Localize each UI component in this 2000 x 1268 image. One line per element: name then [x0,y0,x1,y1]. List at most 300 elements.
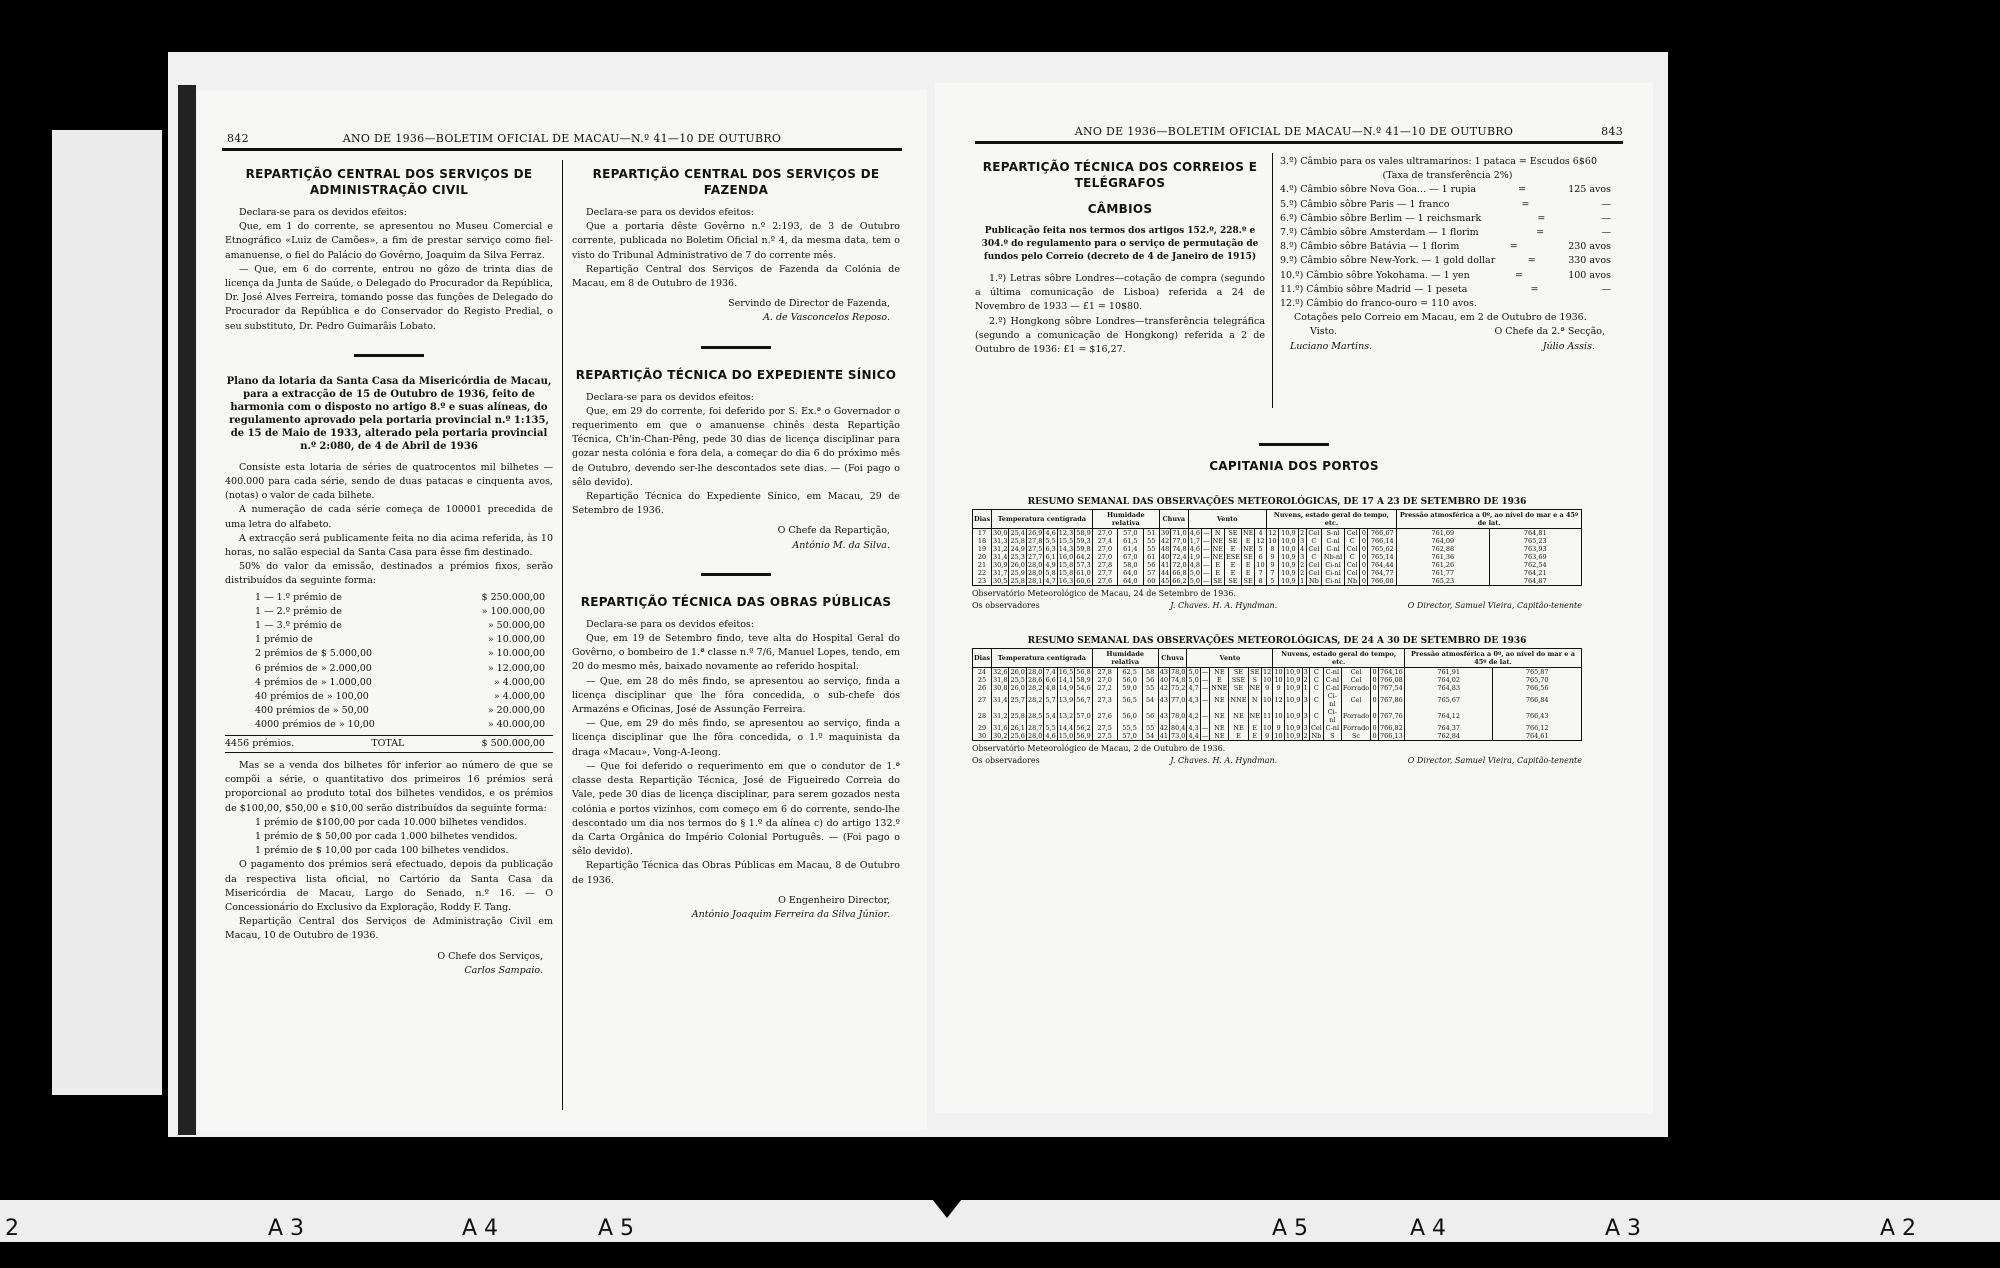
table-cell: NE [1248,708,1261,724]
table-cell: NE [1212,553,1223,561]
table-cell: 1,7 [1189,537,1201,545]
table-cell: 21 [973,561,992,569]
note: Publicação feita nos termos dos artigos 152.º, 228.º e 304.º do regulamento para o serviço de permutação de fundos pelo Correio (decreto de 4 de Janeiro de 1915) [981,226,1259,262]
table-cell: 9 [1261,732,1272,741]
table-cell: 41 [1160,561,1170,569]
table-cell: 27,2 [1092,684,1117,692]
table-cell: 25 [973,676,992,684]
table-cell: 0 [1372,724,1377,732]
paragraph: Que, em 19 de Setembro findo, teve alta do Hospital Geral do Govêrno, o bombeiro de 1.ª classe n.º 7/6, Manuel Lopes, tendo, em 20 do mesmo mês, baixado novamente ao referido hospital. [572,633,900,673]
weather-table [972,648,1582,741]
table-cell: 61,5 [1118,537,1143,545]
signature-name: Júlio Assis. [1542,340,1595,352]
table-cell: 765,23 [1489,537,1581,545]
table-cell: 56,8 [1076,668,1091,676]
prize-row [225,662,553,676]
prize-row [225,676,553,690]
rate-line: 12.º) Câmbio do franco-ouro = 110 avos. [1280,298,1477,310]
table-cell: NE [1210,668,1229,677]
table-cell: 28 [973,708,992,724]
table-cell: 7 [1255,569,1266,577]
table-header: Nuvens, estado geral do tempo, etc. [1273,649,1405,668]
table-cell: 40 [1160,553,1170,561]
rate-sign: = [1537,212,1546,224]
table-cell: 19 [973,545,992,553]
table-cell: 27,8 [1092,561,1117,569]
table-cell: 1,9 [1189,553,1201,561]
table-cell: 25,8 [1010,577,1025,585]
table-cell: — [1201,676,1209,684]
table-cell: 30,8 [992,684,1008,692]
table-cell: 29 [973,724,992,732]
table-cell: Cel [1344,561,1359,569]
prize-row [225,633,553,647]
table-cell: 766,82 [1379,724,1403,732]
table-cell: — [1203,577,1210,585]
intro-text: Declara-se para os devidos efeitos: [586,207,754,218]
table-cell: 763,93 [1489,545,1581,553]
table-cell: 4 [1300,545,1305,553]
prize-label: 4 prémios de » 1.000,00 [255,676,372,688]
table-cell: Cel [1306,569,1321,577]
table-cell: 15,8 [1058,569,1074,577]
table-cell: 10,9 [1285,668,1301,676]
table-cell: Forrado [1342,684,1370,692]
rate-value: — [1601,198,1611,210]
prize-label: 6 prémios de » 2.000,00 [255,662,372,674]
rate-note: (Taxa de transferência 2%) [1382,170,1513,182]
prize-value: » 10.000,00 [487,648,545,660]
table-cell: 4,2 [1187,708,1200,724]
table-cell: 60 [1143,577,1159,586]
table-cell: 72,4 [1172,553,1187,561]
signature-title: O Chefe da Repartição, [777,525,890,537]
paragraph: 50% do valor da emissão, destinados a prémios fixos, serão distribuídos da seguinte forma: [225,561,553,587]
table-cell: Sc [1341,732,1371,741]
table-cell: 766,43 [1493,708,1582,724]
table-cell: S [1248,676,1261,684]
paragraph: — Que foi deferido o requerimento em que o condutor de 1.ª classe desta Repartição Técnica, José de Figueiredo Correia do Vale, pede 30 dias de licença disciplinar, para serem gozados nesta colónia e portos vizinhos, com começo em 6 do corrente, sendo-lhe descontado um dia nos termos do § 1.º da alínea c) do artigo 132.º da Carta Orgânica do Império Colonial Português. — (Foi pago o sêlo devido). [572,760,900,858]
table-header: Pressão atmosférica a 0º, ao nível do mar e a 45º de lat. [1404,649,1581,668]
table-cell: Cel [1344,529,1359,538]
rate-row [1280,183,1615,197]
table-cell: NNE [1229,692,1248,708]
table-cell: C [1306,553,1321,561]
table-cell: 2 [1300,569,1305,577]
table-cell: Ci-nl [1322,569,1345,577]
table-row [973,529,1582,538]
ruler-label: A 3 [268,1216,305,1241]
paragraph: Repartição Central dos Serviços de Administração Civil em Macau, 10 de Outubro de 1936. [225,916,553,942]
prize-value: » 50.000,00 [487,620,545,632]
table-cell: 6,1 [1045,553,1056,561]
table-cell: Nb-nl [1322,553,1345,561]
prize-label: 1 — 2.º prémio de [255,605,342,617]
table-cell: 25,3 [1010,553,1025,561]
table-cell: 31,7 [992,569,1008,577]
table-cell: 43 [1158,692,1169,708]
table-row [973,692,1582,708]
rate-row [1280,226,1615,240]
table-cell: 42 [1159,724,1168,732]
separator [1259,443,1329,446]
table-cell: 0 [1372,668,1377,676]
table-cell: SE [1229,684,1248,692]
table-cell: 766,13 [1379,732,1403,740]
prize-total [225,735,553,753]
table-cell: 764,12 [1404,708,1492,724]
prize-label: 1 — 1.º prémio de [255,591,342,603]
signature-title: O Chefe dos Serviços, [437,950,543,962]
table-cell: 55 [1142,684,1158,692]
table-cell: N [1248,692,1261,708]
table-cell: 31,8 [992,676,1008,684]
table-cell: 28,0 [1027,668,1043,676]
table-header: Chuva [1158,649,1187,668]
table-cell: 56,0 [1117,708,1142,724]
total-value: $ 500.000,00 [481,737,545,749]
table-cell: 13,2 [1057,708,1074,724]
dist-item: 1 prémio de $ 50,00 por cada 1.000 bilhetes vendidos. [255,830,518,842]
table-cell: 57,3 [1076,561,1091,569]
total-label: 4456 prémios. [225,737,295,749]
table-header: Chuva [1159,510,1188,529]
table-cell: 56,9 [1076,732,1091,740]
table-cell: 14,1 [1058,676,1074,684]
table-cell: 10,9 [1279,577,1298,586]
paragraph: O pagamento dos prémios será efectuado, depois da publicação da respectiva lista oficial, no Cartório da Santa Casa da Misericórdia de Macau, Largo do Senado, n.º 16. — O Concessionário do Exclusivo da Exploração, Roddy F. Tang. [225,859,553,913]
table-cell: 10,9 [1279,561,1298,569]
table-cell: 26,1 [1010,724,1025,732]
prize-value: » 100.000,00 [481,605,545,617]
ruler-label: A 5 [1272,1216,1309,1241]
table-cell: 4,6 [1189,545,1201,553]
table-cell: 764,81 [1489,529,1581,538]
table-cell: 764,09 [1397,537,1489,545]
table-cell: 75,2 [1170,684,1186,692]
intro-text: Declara-se para os devidos efeitos: [239,207,407,218]
table-cell: 27,6 [1092,577,1117,586]
table-cell: 57,0 [1118,529,1143,538]
table-cell: 761,91 [1404,668,1492,677]
table-cell: 10,0 [1279,545,1298,553]
table-cell: 15,8 [1058,561,1074,569]
table-cell: 10 [1274,668,1283,676]
right-column [1280,155,1615,354]
ruler-label: A 5 [598,1216,635,1241]
table-cell: 10,9 [1285,724,1301,732]
paragraph: — Que, em 6 do corrente, entrou no gôzo de trinta dias de licença da Junta de Saúde, o Delegado do Procurador da República, Dr. José Alves Ferreira, tomando posse das funções de Delegado do Procurador da República e do Conservador do Registo Predial, o seu substituto, Dr. Pedro Guimarãis Lobato. [225,263,553,332]
table-cell: 5,0 [1188,676,1199,684]
intro-text: Declara-se para os devidos efeitos: [586,618,754,630]
table-cell: 27 [973,692,992,708]
right-page-header [935,125,1653,138]
table-cell: SE [1241,553,1254,561]
table-cell: 6 [1255,553,1266,561]
table-cell: 48 [1160,545,1170,553]
table-cell: C [1309,668,1323,677]
table-row [973,569,1582,577]
table-cell: 7 [1266,569,1279,577]
page-number: 842 [227,132,249,145]
prize-row [225,591,553,605]
right-page [935,83,1653,1113]
paragraph: Mas se a venda dos bilhetes fôr inferior ao número de que se compõi a série, o quantitativo dos primeiros 16 prémios será proporcional ao produto total dos bilhetes vendidos, e os prémios de $100,00, $50,00 e $10,00 serão distribuídos da seguinte forma: [225,759,553,814]
table-cell: NE [1210,724,1229,732]
section-title: REPARTIÇÃO TÉCNICA DOS CORREIOS E TELÉGRAFOS [982,160,1258,190]
table-cell: 25,6 [1010,732,1025,740]
table-cell: 4,3 [1187,692,1200,708]
table-cell: 10,9 [1284,708,1302,724]
table-cell: 4,6 [1045,732,1056,740]
signature-name: Luciano Martins. [1290,340,1373,352]
table-cell: 4 [1255,529,1266,538]
table-cell: — [1203,529,1210,537]
table-cell: 28,1 [1027,577,1043,585]
table-cell: SE [1248,668,1261,677]
table-cell: E [1211,561,1224,569]
table-cell: C [1309,692,1323,708]
observers-label: Os observadores [972,756,1040,765]
paragraph: 2.º) Hongkong sôbre Londres—transferência telegráfica (segundo a comunicação de Hongkong) referida a 2 de Outubro de 1936: £1 = $16,27. [975,315,1265,356]
table-cell: C [1344,537,1359,545]
scale-ruler [0,1200,2000,1242]
table-cell: 9 [1273,724,1284,732]
rate-label: 5.º) Câmbio sôbre Paris — 1 franco [1280,198,1450,210]
table-cell: 4,6 [1189,529,1201,537]
table-cell: NNE [1211,684,1228,692]
table-header: Humidade relativa [1092,649,1158,668]
table-cell: 78,0 [1169,708,1186,724]
table-cell: 0 [1361,577,1366,585]
table-cell: Cel [1341,692,1371,708]
table-cell: 67,0 [1118,553,1143,561]
table-cell: — [1203,537,1210,545]
left-page-header [197,132,927,145]
observers-row [972,601,1582,610]
table-cell: — [1203,561,1210,569]
table-cell: 66,8 [1172,569,1187,577]
table-cell: 10,9 [1285,676,1301,684]
table-cell: 56,0 [1117,676,1142,684]
column-divider [562,160,563,1110]
paragraph: A numeração de cada série começa de 100001 precedida de uma letra do alfabeto. [225,504,553,530]
table-cell: 765,62 [1368,545,1397,553]
table-cell: 767,76 [1378,708,1404,724]
table-cell: E [1248,724,1261,732]
table-cell: Ci-nl [1322,577,1345,586]
table-cell: 27,8 [1027,537,1043,545]
table-cell: 32,6 [992,668,1008,676]
prize-value: » 4.000,00 [493,691,545,703]
table-cell: Ci-nl [1322,561,1345,569]
table-cell: 0 [1361,569,1366,577]
table-cell: 9 [1261,684,1272,692]
table-cell: 30,5 [992,577,1008,585]
table-cell: 762,84 [1404,732,1492,741]
table-cell: 2 [1300,529,1305,537]
table-cell: 10,9 [1285,732,1301,740]
table-cell: 0 [1361,537,1366,545]
table-cell: Cel [1344,545,1359,553]
director-signature: O Director, Samuel Vieira, Capitão-tenente [1407,756,1582,765]
table-cell: 62,5 [1117,668,1142,677]
prize-value: » 12.000,00 [487,662,545,674]
table-cell: Forrado [1342,724,1370,732]
rate-row [1280,198,1615,212]
table-cell: 765,67 [1404,692,1492,708]
table-cell: Cel [1341,676,1371,684]
table-header: Vento [1187,649,1273,668]
table-row [973,724,1582,732]
table-cell: 0 [1361,561,1366,569]
prize-row [225,605,553,619]
table-cell: 56,5 [1117,692,1142,708]
table-cell: SE [1229,668,1248,677]
observers-row [972,756,1582,765]
table-cell: 7,4 [1045,668,1056,676]
table-cell: 5 [1266,577,1279,586]
table-cell: 5,0 [1188,668,1199,676]
weather-summary [972,497,1582,610]
table-cell: NE [1229,724,1248,732]
table-cell: 5,5 [1045,537,1056,545]
table-cell: 64,2 [1076,553,1091,561]
table-cell: 5,0 [1189,577,1201,585]
table-cell: 10 [1274,732,1283,740]
table-cell: 0 [1372,732,1377,740]
prize-value: » 40.000,00 [487,719,545,731]
table-cell: 3 [1303,724,1308,732]
table-cell: NE [1210,732,1229,741]
ruler-label: 2 [5,1216,19,1241]
table-cell: 3 [1300,537,1305,545]
dist-list [225,816,553,859]
table-cell: 31,6 [992,724,1008,732]
rate-value: 125 avos [1568,184,1611,196]
table-cell: 10,9 [1285,684,1301,692]
table-cell: 71,0 [1172,529,1187,537]
table-cell: 762,54 [1489,561,1581,569]
table-cell: 55 [1142,724,1158,732]
table-cell: SE [1211,577,1224,586]
separator [354,354,424,357]
table-cell: 61 [1143,553,1159,561]
table-cell: 28,0 [1027,569,1043,577]
table-cell: 58,0 [1118,561,1143,569]
observers-label: Os observadores [972,601,1040,610]
paragraph: A extracção será publicamente feita no dia acima referida, às 10 horas, no salão especial da Santa Casa para êsse fim destinado. [225,532,553,559]
table-cell: 41 [1159,732,1168,740]
table-cell: 5,8 [1045,569,1056,577]
table-cell: 0 [1372,676,1377,684]
table-cell: 10 [1262,724,1272,732]
rate-sign: = [1509,241,1518,253]
table-cell: 5,7 [1044,692,1057,708]
table-cell: N [1211,529,1224,538]
table-row [973,732,1582,741]
table-cell: 58,9 [1076,529,1091,537]
table-cell: 9 [1266,561,1279,569]
table-cell: 26 [973,684,992,692]
table-cell: C [1306,537,1321,545]
table-cell: 23 [973,577,992,586]
rate-value: — [1601,227,1611,239]
signature-title: Servindo de Director de Fazenda, [728,298,890,310]
table-cell: 764,61 [1493,732,1582,741]
table-cell: 0 [1361,553,1366,561]
table-cell: 28,0 [1027,561,1043,569]
signature-title: O Chefe da 2.ª Secção, [1494,326,1605,338]
table-header: Vento [1188,510,1266,529]
table-header: Dias [973,510,992,529]
table-cell: 24,9 [1010,545,1025,553]
prize-label: 400 prémios de » 50,00 [255,705,369,717]
adjacent-page-edge [52,130,162,1095]
table-cell: 764,77 [1368,569,1397,577]
table-cell: 59,0 [1117,684,1142,692]
table-cell: 766,84 [1493,692,1582,708]
table-cell: 766,12 [1493,724,1582,732]
table-cell: 16,5 [1058,668,1074,676]
table-cell: 764,02 [1404,676,1492,684]
table-cell: 40 [1159,676,1168,684]
section-title: CAPITANIA DOS PORTOS [1209,459,1379,473]
table-cell: 0 [1361,545,1366,553]
observatory-line: Observatório Meteorológico de Macau, 2 de Outubro de 1936. [972,744,1226,753]
table-header: Temperatura centígrada [991,649,1092,668]
table-cell: 56 [1143,561,1159,569]
table-cell: 25,7 [1009,692,1026,708]
table-cell: 27,0 [1092,529,1117,538]
table-cell: 72,0 [1172,561,1187,569]
table-cell: C-nl [1322,545,1345,553]
table-cell: 16,3 [1058,577,1074,585]
table-cell: 56,7 [1075,692,1092,708]
table-cell: 766,14 [1368,537,1397,545]
table-cell: 762,88 [1397,545,1489,553]
table-cell: SE [1224,529,1241,538]
table-header: Humidade relativa [1092,510,1159,529]
table-cell: 10,9 [1279,529,1298,538]
table-cell: 55 [1143,537,1159,545]
table-cell: Cel [1306,545,1321,553]
table-cell: 64,0 [1118,577,1143,586]
rate-sign: = [1536,227,1545,239]
left-column [975,155,1265,357]
table-cell: 4,7 [1045,577,1056,585]
table-cell: 77,0 [1169,692,1186,708]
table-cell: — [1201,724,1209,732]
weather-summary [972,636,1582,765]
rate-label: 4.º) Câmbio sôbre Nova Goa... — 1 rupia [1280,184,1477,196]
table-cell: 26,0 [1010,561,1025,569]
signature-title: O Engenheiro Director, [778,894,890,906]
table-cell: 763,69 [1489,553,1581,561]
separator [701,346,771,349]
table-header: Nuvens, estado geral do tempo, etc. [1266,510,1396,529]
table-cell: 765,14 [1368,553,1397,561]
table-cell: 2 [1303,732,1308,740]
table-cell: Nb [1344,577,1359,586]
table-cell: — [1200,692,1210,708]
rate-value: — [1601,283,1611,295]
table-cell: 26,0 [1010,668,1025,676]
table-cell: 1 [1300,577,1305,585]
table-cell: 4,3 [1188,724,1199,732]
dist-item: 1 prémio de $ 10,00 por cada 100 bilhetes vendidos. [255,845,509,857]
table-cell: 20 [973,553,992,561]
